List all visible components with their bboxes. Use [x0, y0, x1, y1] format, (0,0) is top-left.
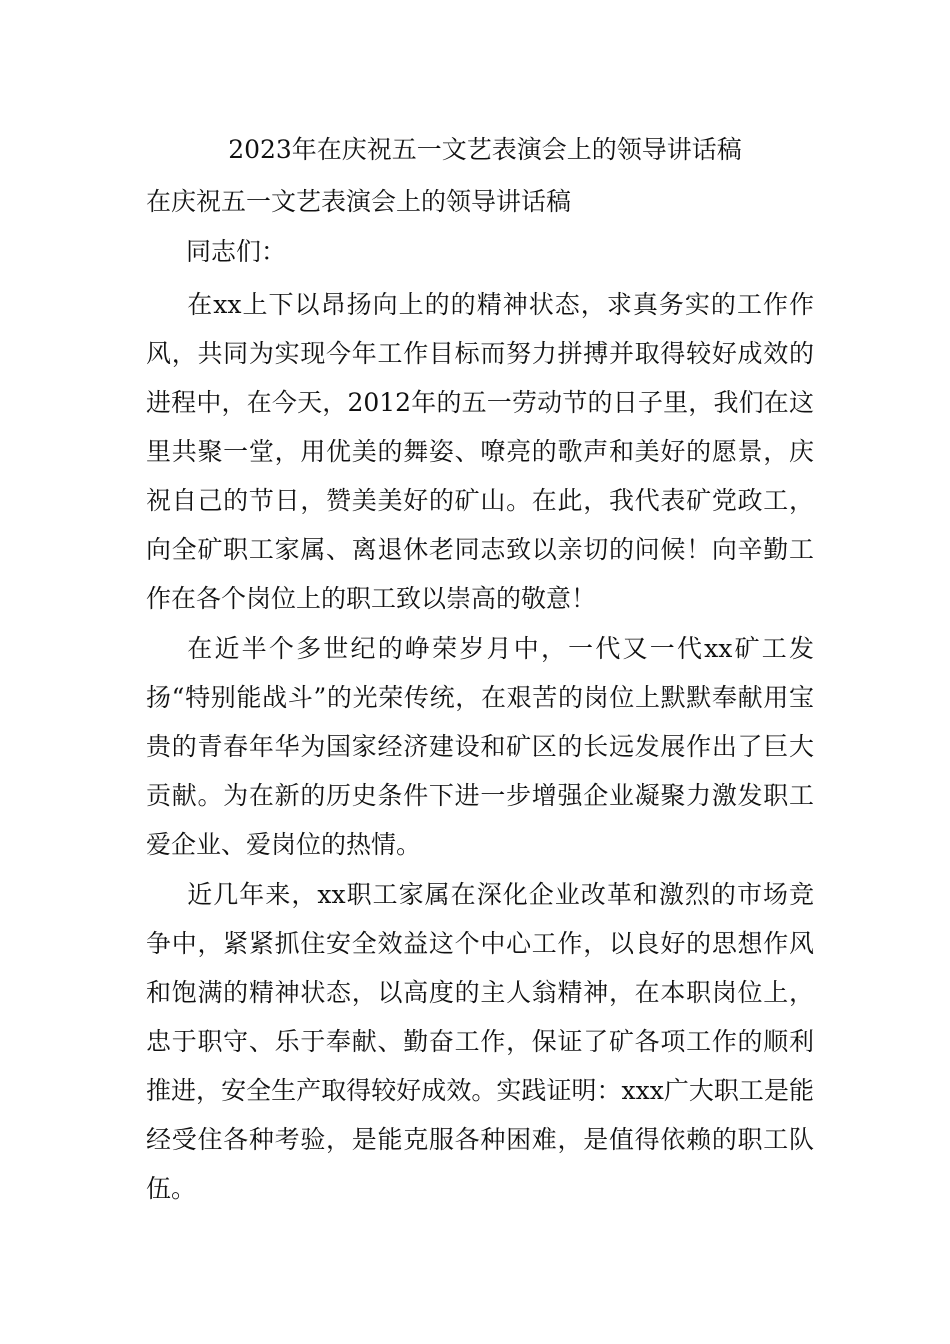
- document-subtitle: 在庆祝五一文艺表演会上的领导讲话稿: [146, 187, 572, 216]
- paragraph-3: 近几年来，xx职工家属在深化企业改革和激烈的市场竞争中，紧紧抓住安全效益这个中心工作，以良好的思想作风和饱满的精神状态，以高度的主人翁精神，在本职岗位上，忠于职守、乐于奉献、勤奋工作，保证了矿各项工作的顺利推进，安全生产取得较好成效。实践证明：xxx广大职工是能经受住各种考验，是能克服各种困难，是值得依赖的职工队伍。: [146, 880, 814, 1203]
- document-title: 2023年在庆祝五一文艺表演会上的领导讲话稿: [228, 135, 742, 164]
- paragraph-1: 在xx上下以昂扬向上的的精神状态，求真务实的工作作风，共同为实现今年工作目标而努力拼搏并取得较好成效的进程中，在今天，2012年的五一劳动节的日子里，我们在这里共聚一堂，用优美的舞姿、嘹亮的歌声和美好的愿景，庆祝自己的节日，赞美美好的矿山。在此，我代表矿党政工，向全矿职工家属、离退休老同志致以亲切的问候！向辛勤工作在各个岗位上的职工致以崇高的敬意！: [146, 290, 814, 613]
- paragraph-2: 在近半个多世纪的峥荣岁月中，一代又一代xx矿工发扬“特别能战斗”的光荣传统，在艰苦的岗位上默默奉献用宝贵的青春年华为国家经济建设和矿区的长远发展作出了巨大贡献。为在新的历史条件下进一步增强企业凝聚力激发职工爱企业、爱岗位的热情。: [146, 634, 814, 859]
- greeting-line: 同志们：: [186, 237, 287, 266]
- speech-body: [146, 280, 814, 1214]
